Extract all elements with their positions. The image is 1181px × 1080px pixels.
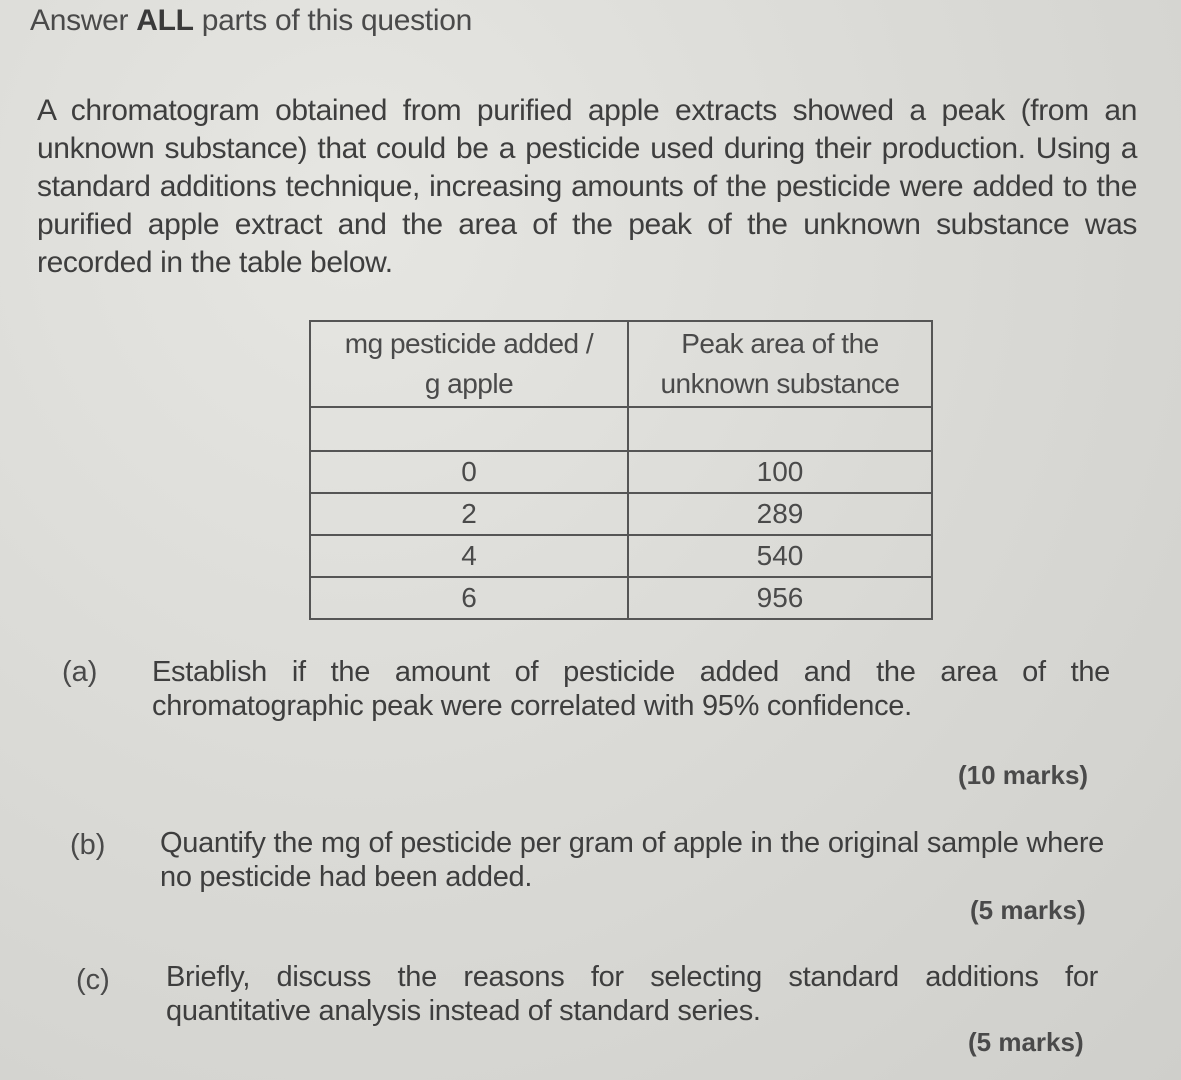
cell-pesticide: 0	[310, 451, 628, 493]
table-row	[310, 577, 932, 619]
part-c-label: (c)	[76, 964, 110, 996]
column-header-pesticide: mg pesticide added / g apple	[310, 321, 628, 407]
instruction-suffix: parts of this question	[193, 4, 472, 37]
part-b-marks: (5 marks)	[970, 895, 1086, 925]
instruction-emphasis: ALL	[136, 4, 194, 37]
cell-pesticide: 2	[310, 493, 628, 535]
table-row	[310, 535, 932, 577]
cell-peak-area: 540	[628, 535, 932, 577]
table-header-row	[310, 321, 932, 407]
table-row	[310, 493, 932, 535]
table-row-empty	[310, 407, 932, 451]
part-b-text: Quantify the mg of pesticide per gram of apple in the original sample where no pesticide had been added.	[160, 827, 1104, 893]
table-row	[310, 451, 932, 493]
part-b-label: (b)	[70, 829, 106, 861]
part-a-marks: (10 marks)	[958, 760, 1089, 790]
cell-pesticide: 6	[310, 577, 628, 619]
part-c-marks: (5 marks)	[968, 1027, 1084, 1057]
column-header-peak-area: Peak area of the unknown substance	[628, 321, 932, 407]
part-a-text: Establish if the amount of pesticide added and the area of the chromatographic peak were correlated with 95% confidence.	[152, 656, 1110, 722]
instruction-prefix: Answer	[30, 4, 137, 37]
cell-peak-area: 100	[628, 451, 932, 493]
cell-peak-area: 956	[628, 577, 932, 619]
cell-pesticide: 4	[310, 535, 628, 577]
part-c-text: Briefly, discuss the reasons for selecting standard additions for quantitative analysis instead of standard series.	[166, 961, 1098, 1027]
cell-peak-area: 289	[628, 493, 932, 535]
question-instruction	[30, 4, 472, 38]
part-a-label: (a)	[62, 656, 98, 688]
data-table	[309, 320, 933, 620]
question-intro: A chromatogram obtained from purified apple extracts showed a peak (from an unknown substance) that could be a pesticide used during their production. Using a standard additions technique, increasing amounts of the pesticide were added to the purified apple extract and the area of the peak of the unknown substance was recorded in the table below.	[37, 94, 1137, 279]
